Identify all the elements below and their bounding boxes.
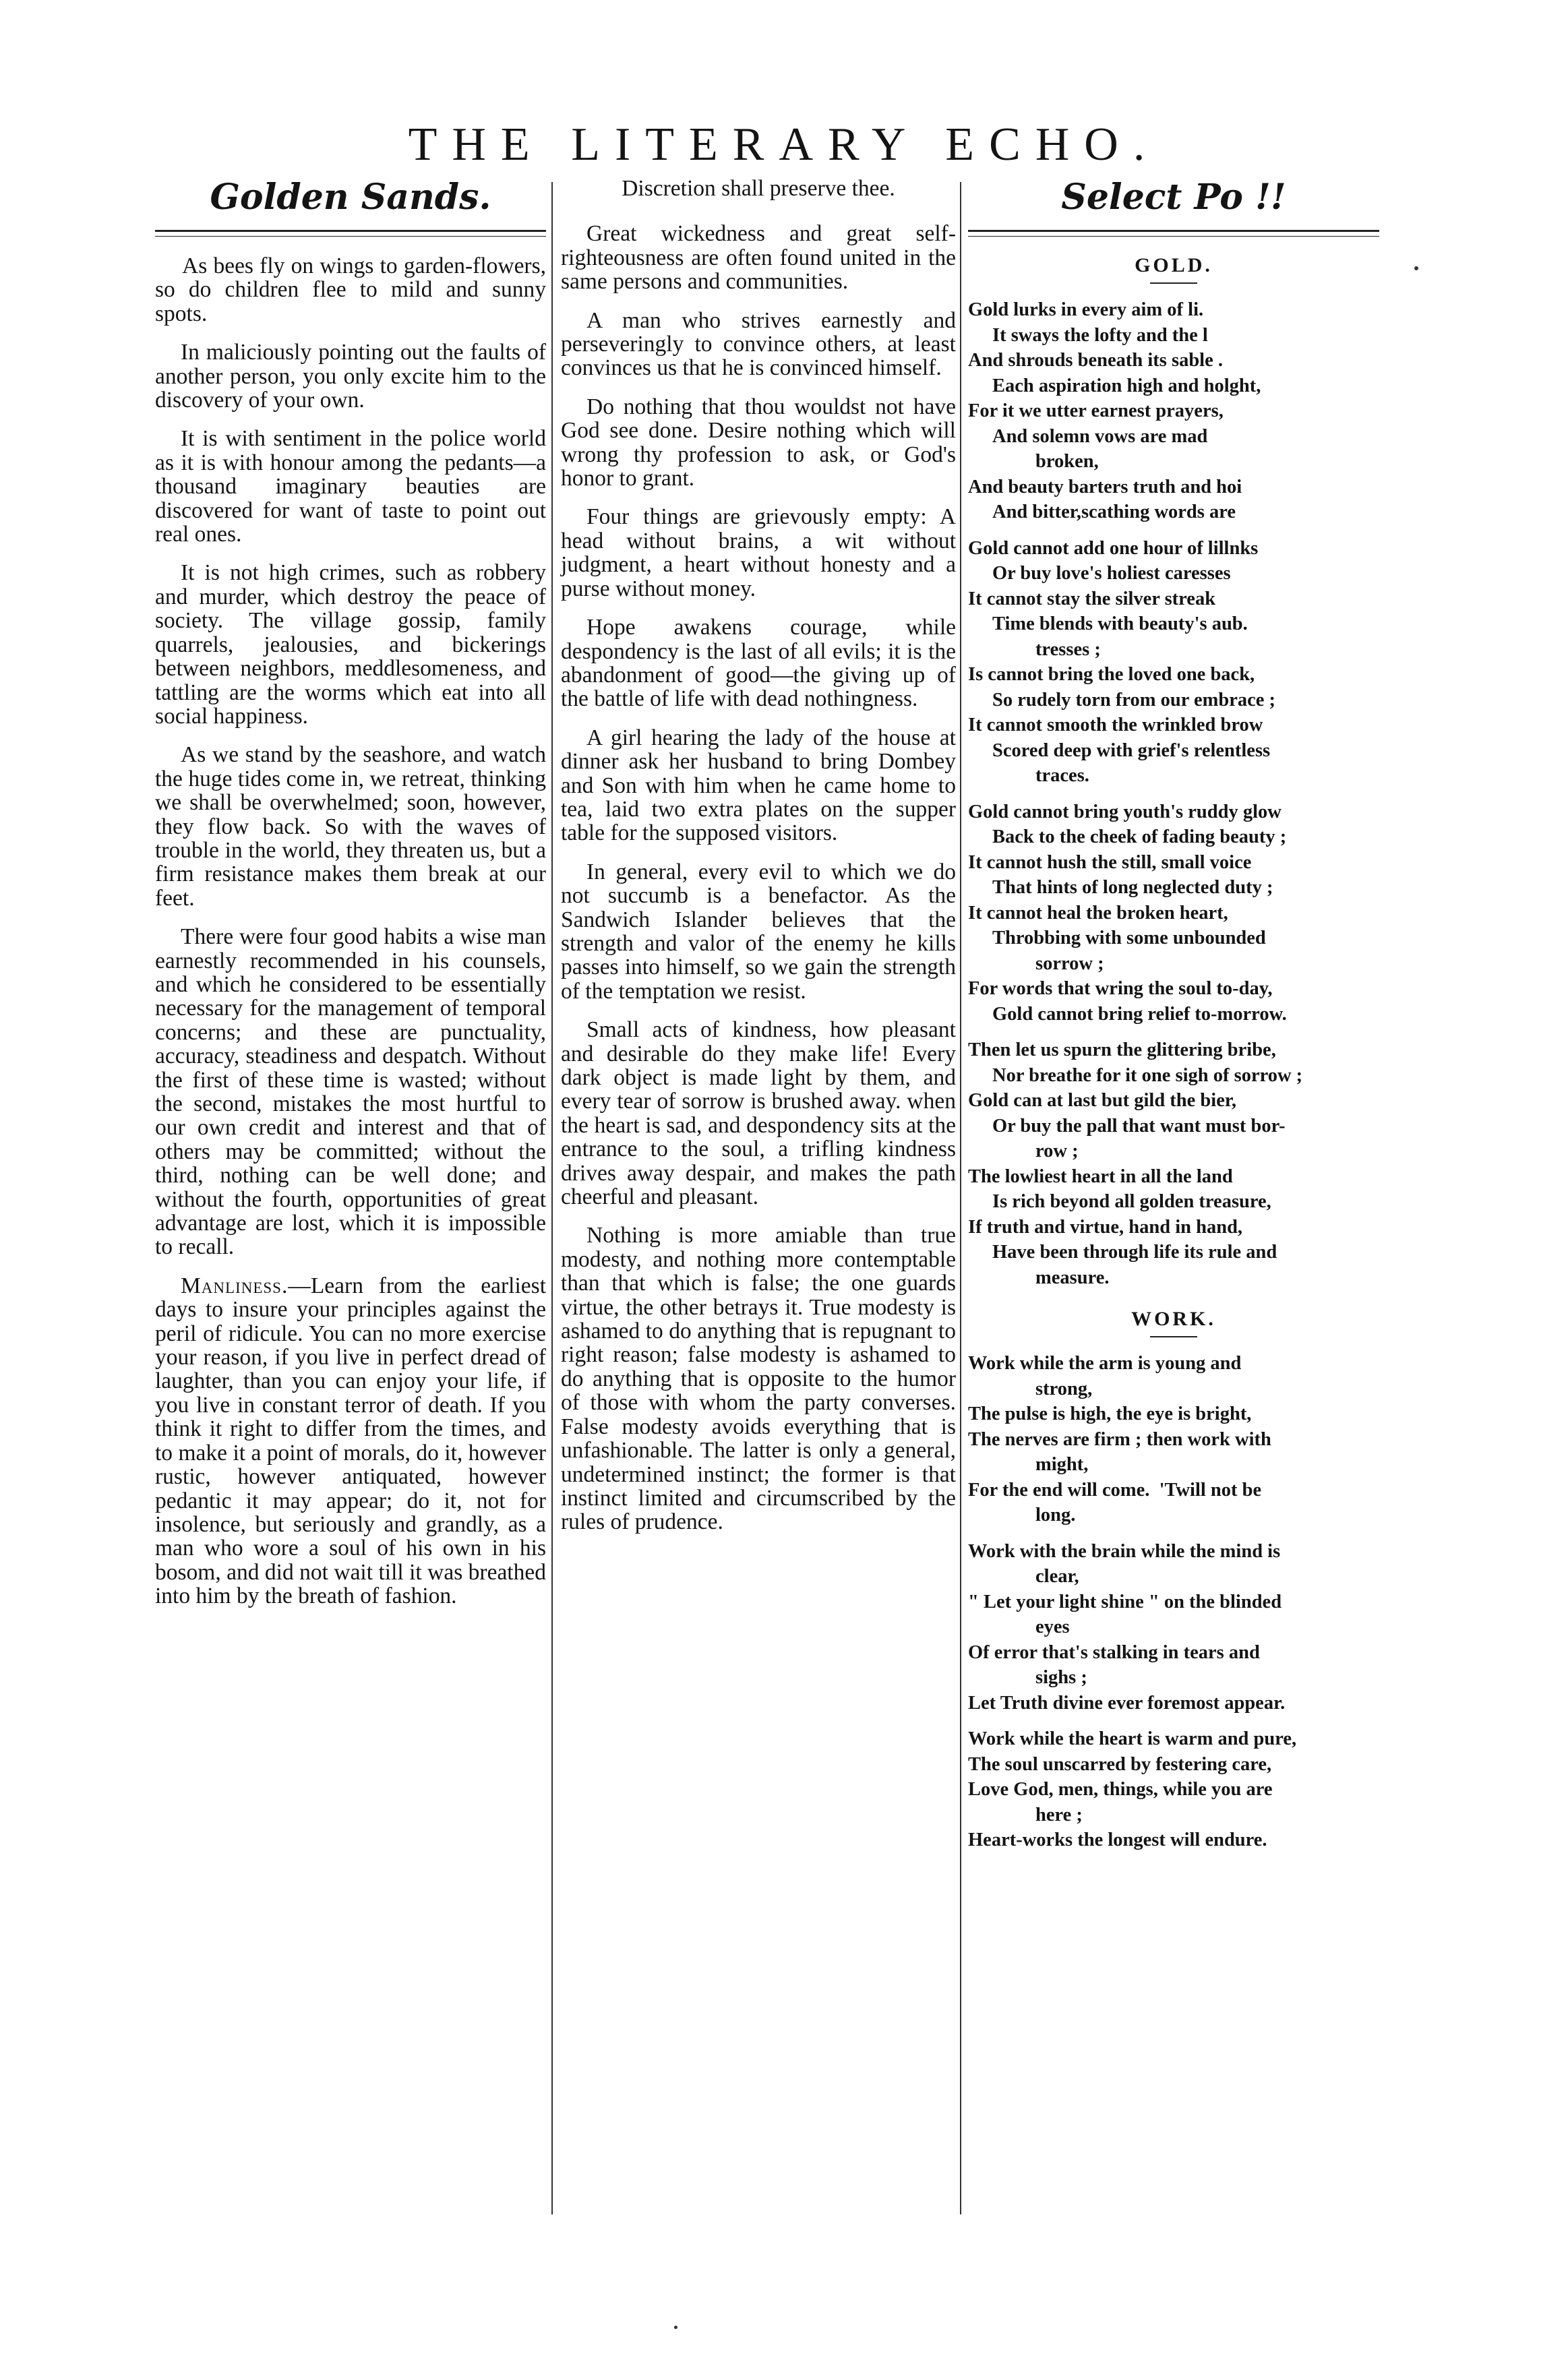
poem-title-work: WORK. (1131, 1308, 1216, 1330)
paragraph: As bees fly on wings to garden-flowers, so do children flee to mild and sunny spots. (155, 253, 546, 326)
poem-gold (968, 297, 1379, 1290)
poem-line: broken, (1035, 451, 1099, 472)
paragraph: Great wickedness and great self-righteousness are often found united in the same persons and communities. (561, 221, 956, 295)
paragraph: Small acts of kindness, how pleasant and desirable do they make life! Every dark object is made light by them, and every tear of sorrow is brushed away. when the heart is sad, and despondency sits at the entrance to the soul, a trifling kindness drives away despair, and makes the path cheerful and pleasant. (561, 1017, 956, 1210)
poem-line: Work while the arm is young and (968, 1353, 1242, 1374)
manliness-text: —Learn from the earliest days to insure your principles against the peril of ridicule. You can no more exercise your reason, if you live in perfect dread of laughter, than you can enjoy your life, if you live in constant terror of death. If you think it right to differ from the times, and to make it a point of morals, do it, however rustic, however antiquated, however pedantic it may appear; do it, not for insolence, but seriously and grandly, as a man who wore a soul of his own in his bosom, and did not wait till it was breathed into him by the breath of fashion. (155, 1273, 546, 1609)
poem-line: sorrow ; (1035, 953, 1104, 974)
poem-line: Heart-works the longest will endure. (968, 1830, 1267, 1850)
poem-line: clear, (1035, 1566, 1079, 1587)
heading-rule (968, 230, 1379, 237)
poem-line: The nerves are firm ; then work with (968, 1428, 1271, 1450)
column-maxims (561, 177, 956, 1549)
paragraph: Discretion shall preserve thee. (622, 176, 895, 201)
poem-line: measure. (1035, 1267, 1110, 1288)
poem-line: For it we utter earnest prayers, (968, 400, 1224, 421)
poem-line: Love God, men, things, while you are (968, 1779, 1273, 1800)
poem-line: Is cannot bring the loved one back, (968, 664, 1255, 685)
paragraph: In maliciously pointing out the faults of another person, you only excite him to the discovery of your own. (155, 340, 546, 413)
poem-title-gold: GOLD. (1135, 254, 1213, 276)
poem-line: eyes (1035, 1617, 1070, 1637)
masthead-title: THE LITERARY ECHO. (408, 119, 1160, 171)
poem-line: Time blends with beauty's aub. (992, 613, 1248, 634)
poem-line: Scored deep with grief's relentless (992, 739, 1271, 761)
stanza-break (968, 1027, 1379, 1037)
paragraph: Nothing is more amiable than true modesty, and nothing more contemptable than that which is false; the one guards virtue, the other betrays it. True modesty is ashamed to do anything that is repugnant to right reason; false modesty is ashamed to do anything that is opposite to the humor of those with whom the party converses. False modesty avoids everything that is unfashionable. The latter is only a general, undetermined instinct; the former is that instinct limited and circumscribed by the rules of prudence. (561, 1223, 956, 1535)
poem-line: And solemn vows are mad (992, 425, 1208, 447)
section-heading-select-poetry: Select Po !! (1061, 177, 1286, 218)
poem-line: For words that wring the soul to-day, (968, 978, 1273, 999)
paragraph-manliness (155, 1274, 546, 1608)
poem-line: And shrouds beneath its sable . (968, 350, 1224, 371)
poem-line: long. (1035, 1505, 1076, 1526)
poem-line: The soul unscarred by festering care, (968, 1753, 1272, 1775)
manliness-lead: Manliness. (181, 1273, 289, 1298)
poem-line: " Let your light shine " on the blinded (968, 1591, 1282, 1612)
poem-line: The pulse is high, the eye is bright, (968, 1403, 1252, 1424)
poem-line: Work while the heart is warm and pure, (968, 1728, 1297, 1749)
poem-line: here ; (1035, 1804, 1083, 1825)
stanza-break (968, 1528, 1379, 1539)
poem-line: It cannot heal the broken heart, (968, 902, 1228, 924)
paragraph: It is with sentiment in the police world as it is with honour among the pedants—a thousand imaginary beauties are discovered for want of taste to point out real ones. (155, 426, 546, 547)
poem-line: Gold can at last but gild the bier, (968, 1090, 1236, 1111)
poem-line: That hints of long neglected duty ; (992, 877, 1273, 898)
poem-line: And bitter,scathing words are (992, 502, 1236, 522)
stanza-break (968, 525, 1379, 536)
poem-line: row ; (1035, 1141, 1079, 1161)
poem-line: Have been through life its rule and (992, 1242, 1277, 1263)
paragraph: In general, every evil to which we do not succumb is a benefactor. As the Sandwich Islander believes that the strength and valor of the enemy he kills passes into himself, so we gain the strength of the temptation we resist. (561, 859, 956, 1004)
poem-line: might, (1035, 1454, 1089, 1475)
poem-line: Each aspiration high and holght, (992, 375, 1261, 396)
poem-line: tresses ; (1035, 638, 1101, 660)
poem-line: traces. (1035, 765, 1089, 786)
paragraph: It is not high crimes, such as robbery and murder, which destroy the peace of society. The village gossip, family quarrels, jealousies, and bickerings between neighbors, meddlesomeness, and tattling are the worms which eat into all social happiness. (155, 560, 546, 729)
column-golden-sands (155, 174, 546, 1623)
poem-title-rule (1150, 282, 1197, 284)
poem-line: Nor breathe for it one sigh of sorrow ; (992, 1064, 1303, 1086)
section-heading-golden-sands: Golden Sands. (210, 177, 491, 218)
column-select-poetry (968, 174, 1379, 1853)
poem-line: Then let us spurn the glittering bribe, (968, 1039, 1276, 1060)
poem-line: Back to the cheek of fading beauty ; (992, 826, 1287, 847)
paragraph: Hope awakens courage, while despondency is the last of all evils; it is the abandonment of good—the giving up of the battle of life with dead nothingness. (561, 615, 956, 712)
poem-line: Is rich beyond all golden treasure, (992, 1191, 1271, 1212)
poem-line: Let Truth divine ever foremost appear. (968, 1692, 1286, 1714)
stanza-break (968, 789, 1379, 799)
poem-line: It sways the lofty and the l (992, 324, 1208, 346)
poem-line: It cannot hush the still, small voice (968, 851, 1252, 873)
heading-rule (155, 230, 546, 237)
print-speck (674, 2326, 677, 2329)
poem-line: Or buy the pall that want must bor- (992, 1115, 1286, 1137)
poem-line: If truth and virtue, hand in hand, (968, 1216, 1243, 1238)
poem-line: Throbbing with some unbounded (992, 928, 1266, 948)
poem-line: For the end will come. 'Twill not be (968, 1479, 1262, 1501)
poem-line: Work with the brain while the mind is (968, 1540, 1281, 1562)
poem-line: strong, (1035, 1378, 1093, 1399)
poem-line: Gold cannot bring youth's ruddy glow (968, 801, 1281, 822)
poem-line: sighs ; (1035, 1667, 1087, 1688)
column-divider-left (551, 182, 553, 2214)
poem-line: Of error that's stalking in tears and (968, 1641, 1260, 1663)
poem-line: It cannot stay the silver streak (968, 588, 1216, 609)
paragraph: There were four good habits a wise man earnestly recommended in his counsels, and which he considered to be essentially necessary for the management of temporal concerns; and these are punctuality, accuracy, steadiness and despatch. Without the first of these time is wasted; without the second, mistakes the most hurtful to our own credit and interest and that of others may be committed; without the third, nothing can be well done; and without the fourth, opportunities of great advantage are lost, which it is impossible to recall. (155, 924, 546, 1260)
paragraph: Do nothing that thou wouldst not have God see done. Desire nothing which will wrong thy profession to ask, or God's honor to grant. (561, 394, 956, 491)
paragraph: A girl hearing the lady of the house at dinner ask her husband to bring Dombey and Son with him when he came home to tea, laid two extra plates on the supper table for the supposed visitors. (561, 725, 956, 846)
paragraph: Four things are grievously empty: A head without brains, a wit without judgment, a heart without honesty and a purse without money. (561, 504, 956, 601)
poem-work (968, 1351, 1379, 1853)
poem-line: It cannot smooth the wrinkled brow (968, 715, 1263, 735)
stanza-break (968, 1716, 1379, 1726)
paragraph: As we stand by the seashore, and watch the huge tides come in, we retreat, thinking we shall be overwhelmed; soon, however, they flow back. So with the waves of trouble in the world, they threaten us, but a firm resistance makes them break at our feet. (155, 742, 546, 911)
paragraph: A man who strives earnestly and perseveringly to convince others, at least convinces us that he is convinced himself. (561, 307, 956, 381)
column-divider-right (960, 182, 961, 2214)
poem-line: And beauty barters truth and hoi (968, 476, 1242, 497)
poem-line: Gold lurks in every aim of li. (968, 299, 1204, 320)
poem-line: The lowliest heart in all the land (968, 1166, 1233, 1187)
print-speck (1414, 266, 1418, 270)
poem-line: Or buy love's holiest caresses (992, 563, 1231, 584)
poem-line: Gold cannot add one hour of lillnks (968, 537, 1259, 559)
poem-line: So rudely torn from our embrace ; (992, 689, 1276, 711)
poem-line: Gold cannot bring relief to-morrow. (992, 1003, 1287, 1025)
poem-title-rule (1150, 1336, 1197, 1337)
